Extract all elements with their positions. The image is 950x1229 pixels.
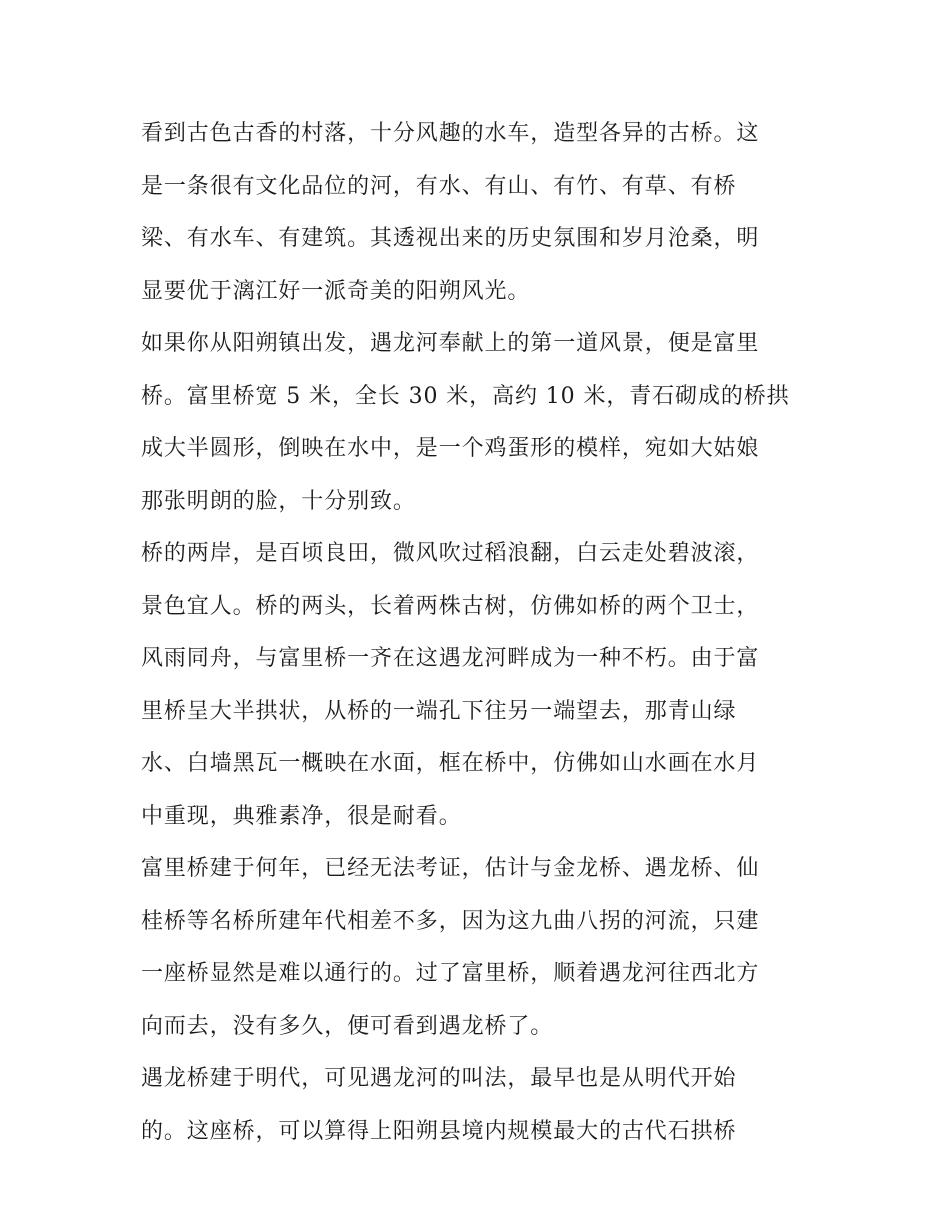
- text-line: 如果你从阳朔镇出发，遇龙河奉献上的第一道风景，便是富里: [141, 331, 760, 356]
- paragraph-4: [141, 843, 813, 1053]
- paragraph-2: [141, 318, 813, 528]
- document-body: [141, 108, 813, 1158]
- text-line: 显要优于漓江好一派奇美的阳朔风光。: [141, 278, 531, 304]
- text-line: 景色宜人。桥的两头，长着两株古树，仿佛如桥的两个卫士，: [141, 593, 760, 619]
- paragraph-3: [141, 528, 813, 843]
- text-line: 富里桥建于何年，已经无法考证，估计与金龙桥、遇龙桥、仙: [141, 856, 760, 881]
- text-line: 桥。富里桥宽 5 米，全长 30 米，高约 10 米，青石砌成的桥拱: [141, 383, 790, 409]
- text-line: 桂桥等名桥所建年代相差不多，因为这九曲八拐的河流，只建: [141, 908, 760, 934]
- text-line: 中重现，典雅素净，很是耐看。: [141, 803, 462, 829]
- text-line: 一座桥显然是难以通行的。过了富里桥，顺着遇龙河往西北方: [141, 961, 760, 986]
- text-line: 桥的两岸，是百顷良田，微风吹过稻浪翻，白云走处碧波滚，: [141, 541, 760, 566]
- text-line: 风雨同舟，与富里桥一齐在这遇龙河畔成为一种不朽。由于富: [141, 646, 760, 671]
- text-line: 水、白墙黑瓦一概映在水面，框在桥中，仿佛如山水画在水月: [141, 751, 760, 776]
- text-line: 看到古色古香的村落，十分风趣的水车，造型各异的古桥。这: [141, 121, 760, 146]
- paragraph-1: [141, 108, 813, 318]
- text-line: 成大半圆形，倒映在水中，是一个鸡蛋形的模样，宛如大姑娘: [141, 436, 760, 461]
- text-line: 是一条很有文化品位的河，有水、有山、有竹、有草、有桥: [141, 173, 737, 199]
- paragraph-5: [141, 1053, 813, 1158]
- text-line: 那张明朗的脸，十分别致。: [141, 488, 416, 514]
- text-line: 遇龙桥建于明代，可见遇龙河的叫法，最早也是从明代开始: [141, 1066, 737, 1091]
- text-line: 的。这座桥，可以算得上阳朔县境内规模最大的古代石拱桥: [141, 1118, 737, 1144]
- text-line: 里桥呈大半拱状，从桥的一端孔下往另一端望去，那青山绿: [141, 698, 737, 724]
- text-line: 梁、有水车、有建筑。其透视出来的历史氛围和岁月沧桑，明: [141, 226, 760, 251]
- text-line: 向而去，没有多久，便可看到遇龙桥了。: [141, 1013, 554, 1039]
